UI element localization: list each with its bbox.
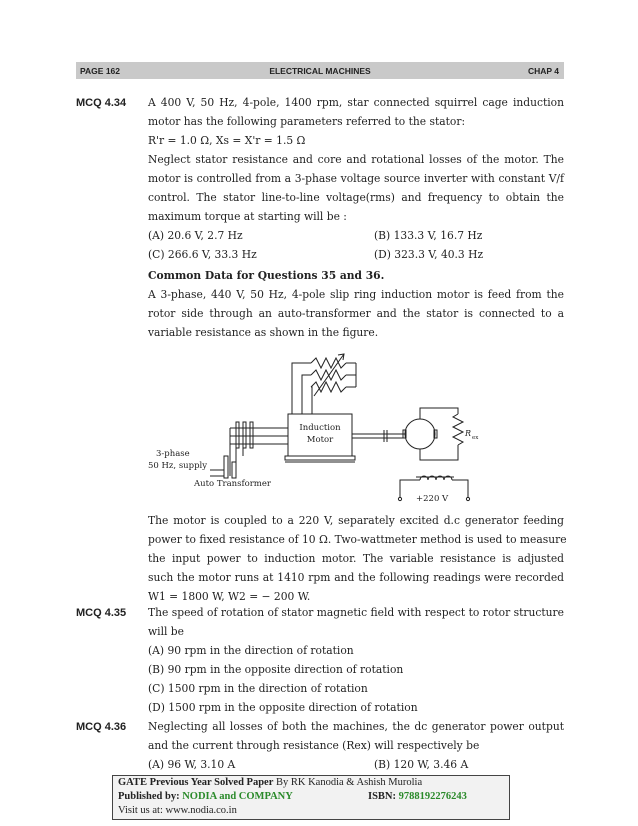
- option-c: (C) 1500 rpm in the direction of rotation: [148, 682, 368, 695]
- chapter-label: CHAP 4: [527, 66, 559, 76]
- option-a: (A) 90 rpm in the direction of rotation: [148, 644, 354, 657]
- footer-box: [112, 775, 510, 820]
- question-436-text: [148, 717, 564, 774]
- text-line: Neglect stator resistance and core and rotational losses of the motor. The: [148, 153, 564, 166]
- supply-label-line2: 50 Hz, supply: [148, 461, 208, 471]
- text-line: power to fixed resistance of 10 Ω. Two-wattmeter method is used to measure: [148, 533, 567, 546]
- footer-author: By RK Kanodia & Ashish Murolia: [273, 777, 423, 788]
- text-line: motor has the following parameters referred to the stator:: [148, 115, 466, 128]
- text-line: A 400 V, 50 Hz, 4-pole, 1400 rpm, star connected squirrel cage induction: [148, 96, 564, 109]
- text-line: and the current through resistance (Rex) will respectively be: [148, 739, 480, 752]
- dc-supply-label: +220 V: [416, 494, 449, 504]
- option-c: (C) 266.6 V, 33.3 Hz: [148, 248, 257, 261]
- text-line: The motor is coupled to a 220 V, separately excited d.c generator feeding: [148, 514, 564, 527]
- motor-label-line1: Induction: [299, 423, 341, 433]
- options-row: [148, 226, 564, 245]
- question-label-435: MCQ 4.35: [76, 607, 127, 619]
- text-line: control. The stator line-to-line voltage(rms) and frequency to obtain the: [148, 191, 564, 204]
- footer-title-row: [113, 776, 509, 790]
- question-434-text: [148, 93, 564, 264]
- question-435-text: [148, 603, 564, 717]
- text-line: motor is controlled from a 3-phase voltage source inverter with constant V/f: [148, 172, 564, 185]
- text-line: will be: [148, 625, 184, 638]
- text-line: A 3-phase, 440 V, 50 Hz, 4-pole slip ring induction motor is feed from the: [148, 288, 564, 301]
- isbn-number: 9788192276243: [398, 791, 467, 802]
- load-resistor: [453, 414, 463, 445]
- isbn-label: ISBN:: [368, 791, 399, 802]
- options-row: [148, 245, 564, 264]
- slip-rings: [230, 422, 288, 448]
- option-a: (A) 96 W, 3.10 A: [148, 758, 236, 771]
- published-label: Published by:: [118, 791, 183, 802]
- question-label-434: MCQ 4.34: [76, 97, 127, 109]
- text-line: rotor side through an auto-transformer and the stator is connected to a: [148, 307, 564, 320]
- motor-base: [285, 456, 355, 460]
- text-line: such the motor runs at 1410 rpm and the following readings were recorded: [148, 571, 564, 584]
- page-number: PAGE 162: [80, 66, 121, 76]
- text-line: The speed of rotation of stator magnetic field with respect to rotor structure: [148, 606, 564, 619]
- book-title: ELECTRICAL MACHINES: [269, 66, 371, 76]
- option-b: (B) 90 rpm in the opposite direction of rotation: [148, 663, 404, 676]
- option-b: (B) 120 W, 3.46 A: [374, 758, 469, 771]
- variable-resistor-bank: [292, 354, 356, 414]
- load-label-sub: ex: [472, 435, 479, 441]
- text-line: the input power to induction motor. The variable resistance is adjusted: [148, 552, 564, 565]
- load-label: R: [465, 429, 472, 438]
- option-d: (D) 323.3 V, 40.3 Hz: [374, 248, 484, 261]
- wattmeter-readings: W1 = 1800 W, W2 = − 200 W.: [148, 590, 311, 603]
- parameter-line: R'r = 1.0 Ω, Xs = X'r = 1.5 Ω: [148, 134, 306, 147]
- text-line: Neglecting all losses of both the machines, the dc generator power output: [148, 720, 564, 733]
- option-b: (B) 133.3 V, 16.7 Hz: [374, 229, 483, 242]
- dc-generator: [405, 419, 435, 449]
- common-data-heading: Common Data for Questions 35 and 36.: [148, 269, 385, 282]
- generator-output-wire: [420, 408, 458, 419]
- text-line: maximum torque at starting will be :: [148, 210, 347, 223]
- options-row: [148, 755, 564, 774]
- supply-label-line1: 3-phase: [156, 449, 190, 459]
- common-data-section: [148, 266, 564, 342]
- common-data-description: [148, 511, 567, 606]
- publisher-name: NODIA and COMPANY: [182, 791, 293, 802]
- option-a: (A) 20.6 V, 2.7 Hz: [148, 229, 243, 242]
- question-label-436: MCQ 4.36: [76, 721, 127, 733]
- auto-transformer-label: Auto Transformer: [194, 479, 271, 489]
- footer-publisher-row: [113, 790, 509, 804]
- option-d: (D) 1500 rpm in the opposite direction of rotation: [148, 701, 418, 714]
- page-header: [76, 62, 564, 79]
- text-line: variable resistance as shown in the figure.: [148, 326, 379, 339]
- footer-title: GATE Previous Year Solved Paper: [118, 777, 274, 788]
- motor-label-line2: Motor: [306, 435, 334, 445]
- circuit-figure: [148, 352, 488, 508]
- footer-website[interactable]: Visit us at: www.nodia.co.in: [118, 805, 237, 816]
